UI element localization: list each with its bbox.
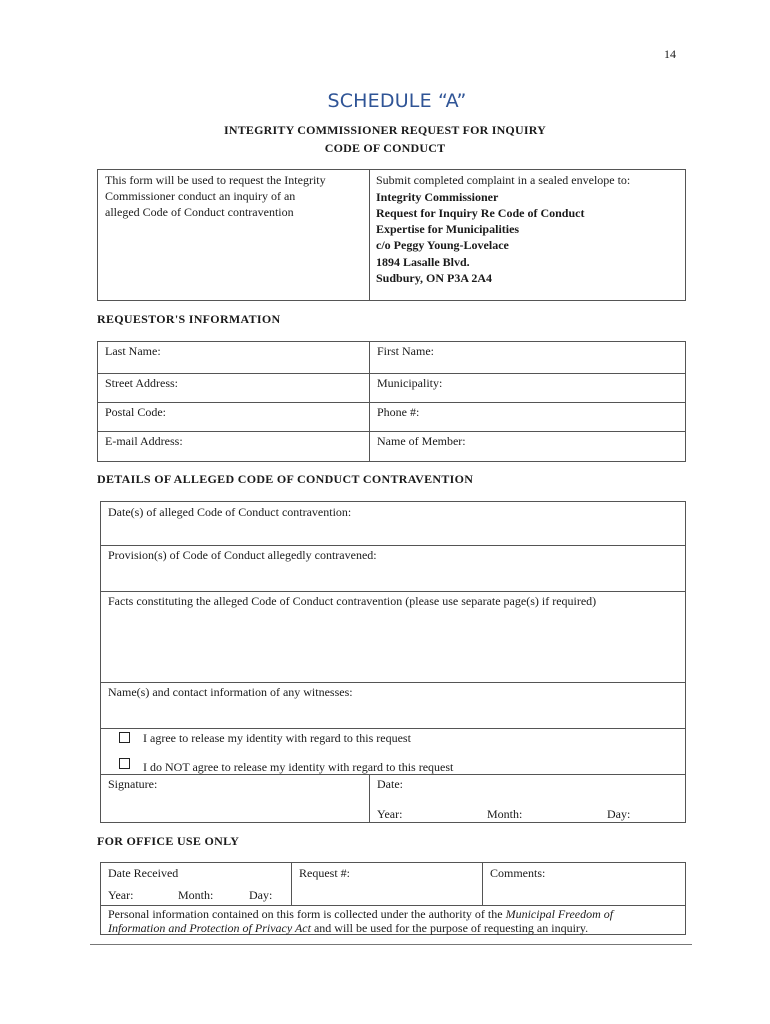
comments-field[interactable]: Comments: <box>490 866 546 880</box>
date-label: Date: <box>377 777 403 791</box>
not-agree-label: I do NOT agree to release my identity with regard to this request <box>143 760 454 774</box>
office-day-field[interactable]: Day: <box>249 888 273 902</box>
office-month-field[interactable]: Month: <box>178 888 214 902</box>
not-agree-checkbox[interactable] <box>119 758 130 769</box>
address-line-1: Integrity Commissioner <box>376 190 499 204</box>
day-field[interactable]: Day: <box>607 807 631 821</box>
address-line-4: c/o Peggy Young-Lovelace <box>376 238 509 252</box>
last-name-field[interactable]: Last Name: <box>105 344 161 358</box>
schedule-title: SCHEDULE “A” <box>327 90 467 112</box>
submit-instruction: Submit completed complaint in a sealed envelope to: <box>376 173 631 187</box>
facts-field[interactable]: Facts constituting the alleged Code of Conduct contravention (please use separate page(s) if required) <box>108 594 597 608</box>
form-title: INTEGRITY COMMISSIONER REQUEST FOR INQUIRY <box>223 123 547 137</box>
municipality-field[interactable]: Municipality: <box>377 376 443 390</box>
witnesses-field[interactable]: Name(s) and contact information of any witnesses: <box>108 685 353 699</box>
signature-field[interactable]: Signature: <box>108 777 158 791</box>
privacy-notice-line-2: Information and Protection of Privacy Act and will be used for the purpose of requesting an inquiry. <box>108 921 589 935</box>
agree-label: I agree to release my identity with regard to this request <box>143 731 411 745</box>
date-received-label: Date Received <box>108 866 179 880</box>
requestor-heading: REQUESTOR'S INFORMATION <box>97 312 281 326</box>
phone-field[interactable]: Phone #: <box>377 405 420 419</box>
office-year-field[interactable]: Year: <box>108 888 134 902</box>
form-subtitle: CODE OF CONDUCT <box>324 141 446 155</box>
street-address-field[interactable]: Street Address: <box>105 376 178 390</box>
address-line-6: Sudbury, ON P3A 2A4 <box>376 271 493 285</box>
year-field[interactable]: Year: <box>377 807 403 821</box>
request-number-field[interactable]: Request #: <box>299 866 350 880</box>
member-name-field[interactable]: Name of Member: <box>377 434 466 448</box>
details-heading: DETAILS OF ALLEGED CODE OF CONDUCT CONTRAVENTION <box>97 472 474 486</box>
address-line-5: 1894 Lasalle Blvd. <box>376 255 470 269</box>
page-number: 14 <box>664 47 676 61</box>
footer-rule <box>90 944 692 945</box>
intro-line-2: Commissioner conduct an inquiry of an <box>105 189 296 203</box>
first-name-field[interactable]: First Name: <box>377 344 434 358</box>
address-line-3: Expertise for Municipalities <box>376 222 520 236</box>
agree-checkbox[interactable] <box>119 732 130 743</box>
month-field[interactable]: Month: <box>487 807 523 821</box>
postal-code-field[interactable]: Postal Code: <box>105 405 167 419</box>
dates-field[interactable]: Date(s) of alleged Code of Conduct contravention: <box>108 505 352 519</box>
privacy-notice-line-1: Personal information contained on this form is collected under the authority of the Municipal Freedom of <box>108 907 614 921</box>
intro-line-3: alleged Code of Conduct contravention <box>105 205 294 219</box>
office-heading: FOR OFFICE USE ONLY <box>97 834 240 848</box>
provisions-field[interactable]: Provision(s) of Code of Conduct allegedly contravened: <box>108 548 377 562</box>
address-line-2: Request for Inquiry Re Code of Conduct <box>376 206 585 220</box>
email-field[interactable]: E-mail Address: <box>105 434 183 448</box>
intro-line-1: This form will be used to request the Integrity <box>105 173 326 187</box>
